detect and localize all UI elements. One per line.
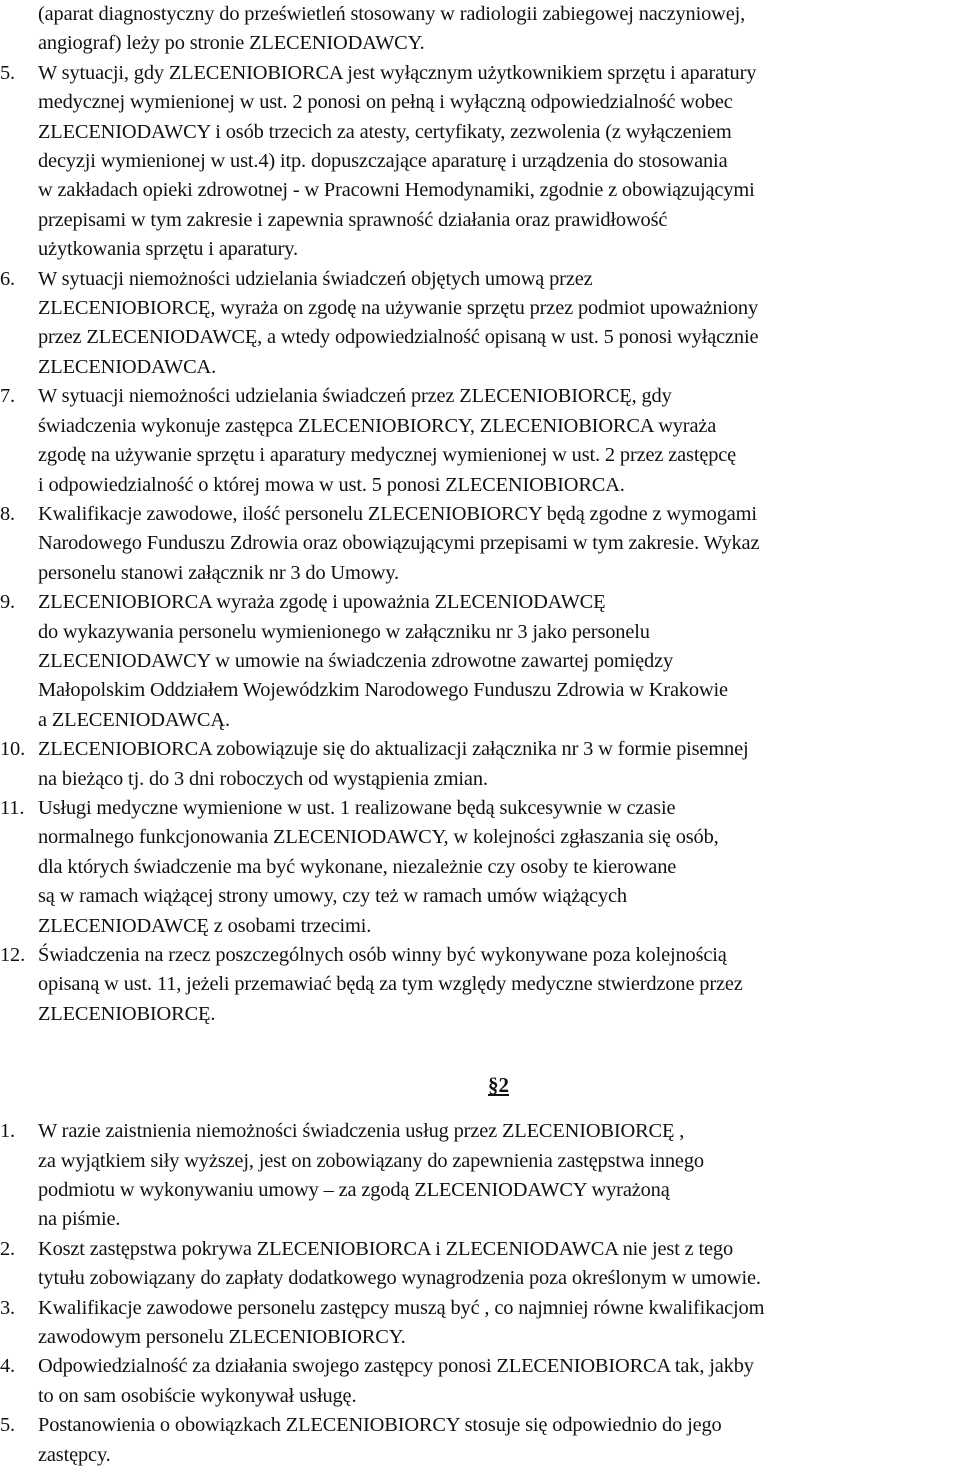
- list-item-text: W sytuacji niemożności udzielania świadczeń objętych umową przez ZLECENIOBIORCĘ, wyraża on zgodę na używanie sprzętu przez podmiot upoważniony przez ZLECENIODAWCĘ, a wtedy odpowiedzialność opisaną w ust. 5 ponosi wyłącznie ZLECENIODAWCA.: [38, 267, 759, 378]
- list-item-text: W razie zaistnienia niemożności świadczenia usług przez ZLECENIOBIORCĘ , za wyjątkiem siły wyższej, jest on zobowiązany do zapewnienia zastępstwa innego podmiotu w wykonywaniu umowy – za zgodą ZLECENIODAWCY wyrażoną na piśmie.: [38, 1120, 704, 1231]
- list-item-9: [0, 588, 960, 735]
- list-item-number: 9.: [0, 591, 15, 614]
- list-item-5: [0, 59, 960, 265]
- list-item-text: W sytuacji niemożności udzielania świadczeń przez ZLECENIOBIORCĘ, gdy świadczenia wykonuje zastępca ZLECENIOBIORCY, ZLECENIOBIORCA wyraża zgodę na używanie sprzętu i aparatury medycznej wymienionej w ust. 2 przez zastępcę i odpowiedzialność o której mowa w ust. 5 ponosi ZLECENIOBIORCA.: [38, 385, 737, 496]
- list-item-11: [0, 794, 960, 941]
- section2-item-3: [0, 1294, 960, 1353]
- section2-item-4: [0, 1352, 960, 1411]
- list-item-text: Postanowienia o obowiązkach ZLECENIOBIORCY stosuje się odpowiednio do jego zastępcy.: [38, 1414, 722, 1466]
- section-heading: §2: [488, 1073, 509, 1098]
- list-item-number: 4.: [0, 1355, 15, 1378]
- list-item-8: [0, 500, 960, 588]
- list-item-number: 11.: [0, 796, 25, 819]
- list-item-number: 12.: [0, 944, 26, 966]
- list-item-text: ZLECENIOBIORCA zobowiązuje się do aktualizacji załącznika nr 3 w formie pisemnej na bieżąco tj. do 3 dni roboczych od wystąpienia zmian.: [38, 738, 749, 790]
- list-item-text: Kwalifikacje zawodowe, ilość personelu ZLECENIOBIORCY będą zgodne z wymogami Narodowego Funduszu Zdrowia oraz obowiązującymi przepisami w tym zakresie. Wykaz personelu stanowi załącznik nr 3 do Umowy.: [38, 502, 760, 584]
- list-item-number: 7.: [0, 385, 15, 408]
- list-item-7: [0, 382, 960, 500]
- section2-item-5: [0, 1411, 960, 1470]
- list-item-text: Kwalifikacje zawodowe personelu zastępcy muszą być , co najmniej równe kwalifikacjom zawodowym personelu ZLECENIOBIORCY.: [38, 1296, 765, 1349]
- list-item-text: ZLECENIOBIORCA wyraża zgodę i upoważnia ZLECENIODAWCĘ do wykazywania personelu wymienionego w załączniku nr 3 jako personelu ZLECENIODAWCY w umowie na świadczenia zdrowotne zawartej pomiędzy Małopolskim Oddziałem Wojewódzkim Narodowego Funduszu Zdrowia w Krakowie a ZLECENIODAWCĄ.: [38, 591, 728, 731]
- list-item-number: 5.: [0, 1414, 15, 1437]
- list-item-number: 6.: [0, 267, 15, 290]
- list-item-number: 5.: [0, 61, 15, 84]
- list-item-number: 10.: [0, 738, 26, 761]
- list-item-12: [0, 941, 960, 1029]
- list-item-number: 3.: [0, 1296, 15, 1319]
- list-item-text: Świadczenia na rzecz poszczególnych osób winny być wykonywane poza kolejnością opisaną w ust. 11, jeżeli przemawiać będą za tym względy medyczne stwierdzone przez ZLECENIOBIORCĘ.: [38, 944, 743, 1025]
- section2-item-2: [0, 1235, 960, 1294]
- continued-paragraph: (aparat diagnostyczny do prześwietleń stosowany w radiologii zabiegowej naczyniowej, angiograf) leży po stronie ZLECENIODAWCY.: [38, 3, 746, 55]
- list-item-text: Koszt zastępstwa pokrywa ZLECENIOBIORCA i ZLECENIODAWCA nie jest z tego tytułu zobowiązany do zapłaty dodatkowego wynagrodzenia poza określonym w umowie.: [38, 1237, 761, 1290]
- list-item-text: Usługi medyczne wymienione w ust. 1 realizowane będą sukcesywnie w czasie normalnego funkcjonowania ZLECENIODAWCY, w kolejności zgłaszania się osób, dla których świadczenie ma być wykonane, niezależnie czy osoby te kierowane są w ramach wiążącej strony umowy, czy też w ramach umów wiążących ZLECENIODAWCĘ z osobami trzecimi.: [38, 796, 719, 937]
- list-item-text: Odpowiedzialność za działania swojego zastępcy ponosi ZLECENIOBIORCA tak, jakby to on sam osobiście wykonywał usługę.: [38, 1355, 754, 1407]
- list-item-number: 8.: [0, 502, 15, 525]
- list-item-6: [0, 265, 960, 383]
- section2-item-1: [0, 1117, 960, 1235]
- list-item-text: W sytuacji, gdy ZLECENIOBIORCA jest wyłącznym użytkownikiem sprzętu i aparatury medycznej wymienionej w ust. 2 ponosi on pełną i wyłączną odpowiedzialność wobec ZLECENIODAWCY i osób trzecich za atesty, certyfikaty, zezwolenia (z wyłączeniem decyzji wymienionej w ust.4) itp. dopuszczające aparaturę i urządzenia do stosowania w zakładach opieki zdrowotnej - w Pracowni Hemodynamiki, zgodnie z obowiązującymi przepisami w tym zakresie i zapewnia sprawność działania oraz prawidłowość użytkowania sprzętu i aparatury.: [38, 61, 757, 261]
- list-item-10: [0, 735, 960, 794]
- list-item-number: 1.: [0, 1120, 15, 1143]
- list-item-number: 2.: [0, 1237, 15, 1260]
